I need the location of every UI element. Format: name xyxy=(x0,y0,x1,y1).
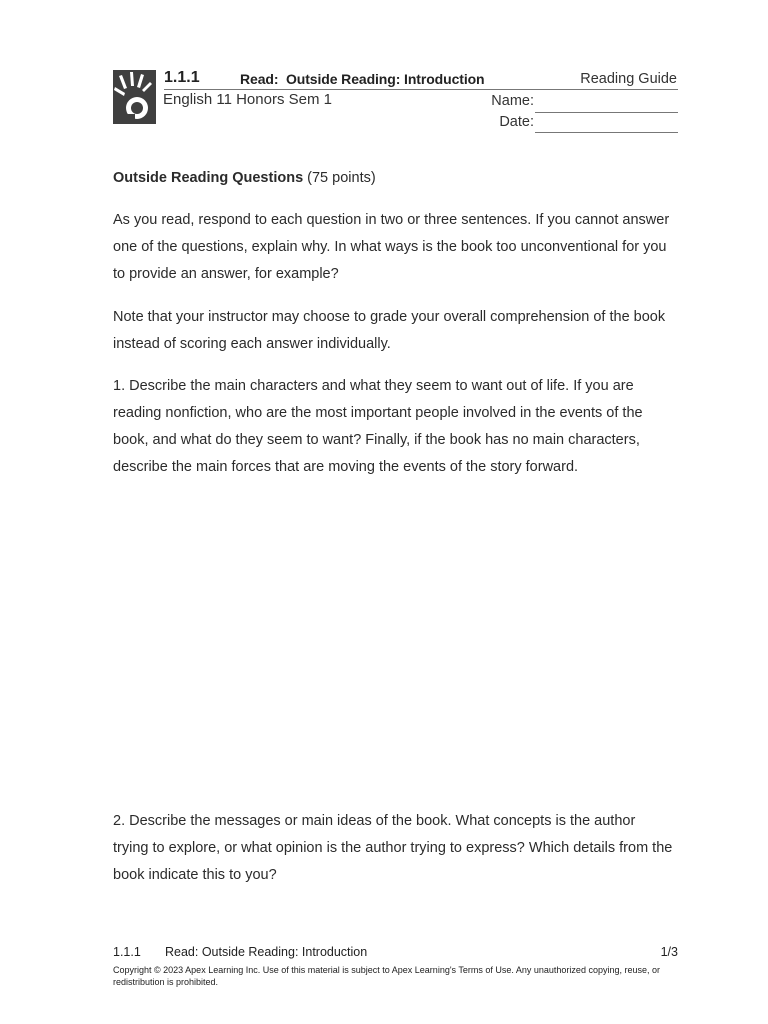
apex-learning-logo-icon xyxy=(113,70,156,124)
question-text: 2. Describe the messages or main ideas of the book. What concepts is the author trying to explore, or what opinion is the author trying to express? Which details from the book indicate this to you? xyxy=(113,813,673,883)
intro-paragraph xyxy=(113,207,673,288)
guide-type-label: Reading Guide xyxy=(580,71,677,87)
header-divider xyxy=(164,89,678,90)
page-number: 1/3 xyxy=(660,945,678,959)
lesson-number: 1.1.1 xyxy=(164,69,200,86)
date-field[interactable] xyxy=(535,132,678,133)
footer-lesson-title: Read: Outside Reading: Introduction xyxy=(165,945,368,959)
note-text: Note that your instructor may choose to grade your overall comprehension of the book instead of scoring each answer individually. xyxy=(113,309,666,352)
intro-text: As you read, respond to each question in two or three sentences. If you cannot answer one of the questions, explain why. In what ways is the book too unconventional for you to provide an answer, for example? xyxy=(113,212,670,282)
question-text: 1. Describe the main characters and what they seem to want out of life. If you are reading nonfiction, who are the most important people involved in the events of the book, and what do they seem to want? Finally, if the book has no main characters, describe the main forces that are moving the events of the story forward. xyxy=(113,378,643,475)
note-paragraph xyxy=(113,304,673,358)
copyright-notice: Copyright © 2023 Apex Learning Inc. Use of this material is subject to Apex Learning's Terms of Use. Any unauthorized copying, reuse, or redistribution is prohibited. xyxy=(113,965,660,987)
question-1 xyxy=(113,373,673,481)
section-heading: Outside Reading Questions xyxy=(113,170,304,186)
name-field[interactable] xyxy=(535,112,678,113)
lesson-title: Read: Outside Reading: Introduction xyxy=(240,71,485,87)
name-label: Name: xyxy=(491,93,534,109)
section-heading-block xyxy=(113,165,673,192)
question-2 xyxy=(113,808,673,889)
date-label: Date: xyxy=(499,114,534,130)
course-name: English 11 Honors Sem 1 xyxy=(163,91,332,108)
footer-lesson-number: 1.1.1 xyxy=(113,945,141,959)
section-points: (75 points) xyxy=(303,170,376,186)
